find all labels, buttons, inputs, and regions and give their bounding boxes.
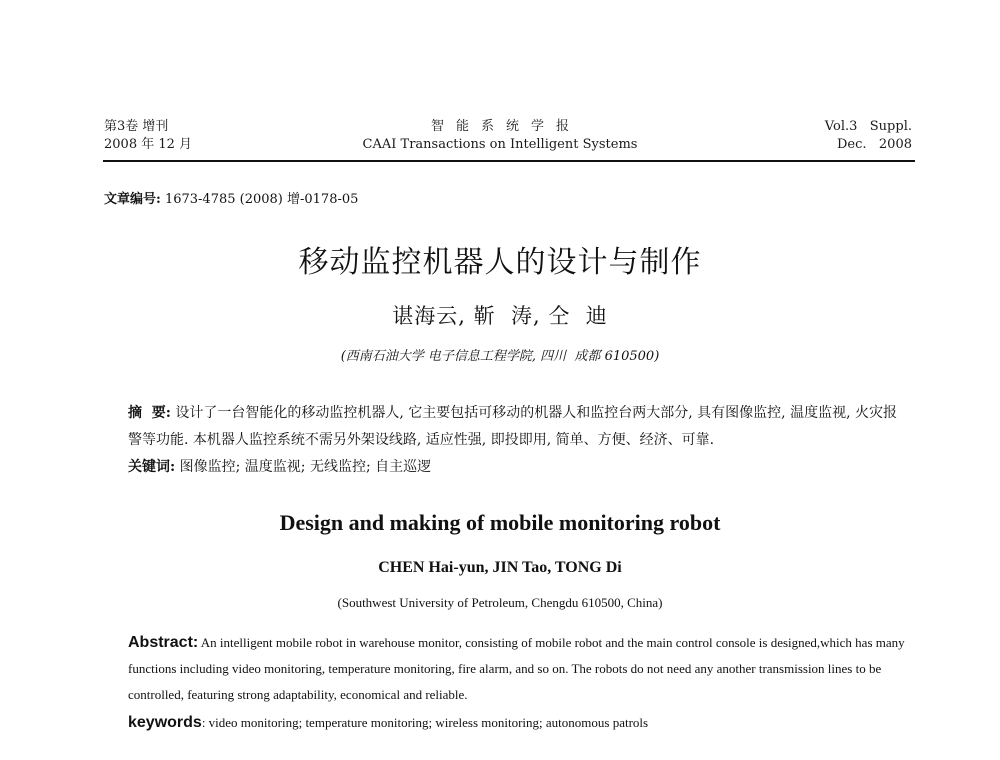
abstract-en <box>128 630 908 708</box>
article-number-label: 文章编号: <box>104 192 161 207</box>
article-number-value: 1673-4785 (2008) 增-0178-05 <box>160 192 359 207</box>
volume-issue: 第3卷 增刊 <box>104 119 169 134</box>
journal-name-cn: 智能系统学报 <box>430 119 581 134</box>
volume-issue-en: Vol.3 Suppl. <box>824 119 912 134</box>
keywords-en-label: keywords <box>128 714 202 731</box>
abstract-cn <box>128 400 908 481</box>
issue-date-en: Dec. 2008 <box>836 137 912 152</box>
abstract-en-label: Abstract: <box>128 634 199 651</box>
abstract-en-text: An intelligent mobile robot in warehouse monitor, consisting of mobile robot and the main control console is designed,which has many functions including video monitoring, temperature monitoring, fire alarm, and so on. The robots do not need any another transmission lines to be controlled, featuring strong adaptability, economical and reliable. <box>128 635 905 702</box>
journal-name-en: CAAI Transactions on Intelligent Systems <box>362 137 638 152</box>
authors-en: CHEN Hai-yun, JIN Tao, TONG Di <box>378 559 622 576</box>
abstract-cn-label: 摘 要: <box>128 405 171 421</box>
header-divider <box>103 160 915 162</box>
authors-cn: 谌海云, 靳 涛, 仝 迪 <box>392 304 608 328</box>
affiliation-cn: (西南石油大学 电子信息工程学院, 四川 成都 610500) <box>340 349 660 364</box>
keywords-en-text: : video monitoring; temperature monitoring; wireless monitoring; autonomous patrols <box>201 715 649 730</box>
affiliation-en: (Southwest University of Petroleum, Chengdu 610500, China) <box>337 595 663 610</box>
keywords-en <box>128 714 908 732</box>
keywords-cn-label: 关键词: <box>128 459 176 475</box>
paper-title-en: Design and making of mobile monitoring robot <box>279 510 721 535</box>
article-number <box>104 188 358 207</box>
paper-title-cn: 移动监控机器人的设计与制作 <box>298 245 702 280</box>
abstract-cn-text: 设计了一台智能化的移动监控机器人, 它主要包括可移动的机器人和监控台两大部分, 具有图像监控, 温度监视, 火灾报警等功能. 本机器人监控系统不需另外架设线路, 适应性强, 即投即用, 简单、方便、经济、可靠. <box>128 405 897 448</box>
issue-date-cn: 2008 年 12 月 <box>104 137 193 152</box>
journal-volume-info-en <box>825 118 912 154</box>
keywords-cn-text: 图像监控; 温度监视; 无线监控; 自主巡逻 <box>175 459 432 475</box>
